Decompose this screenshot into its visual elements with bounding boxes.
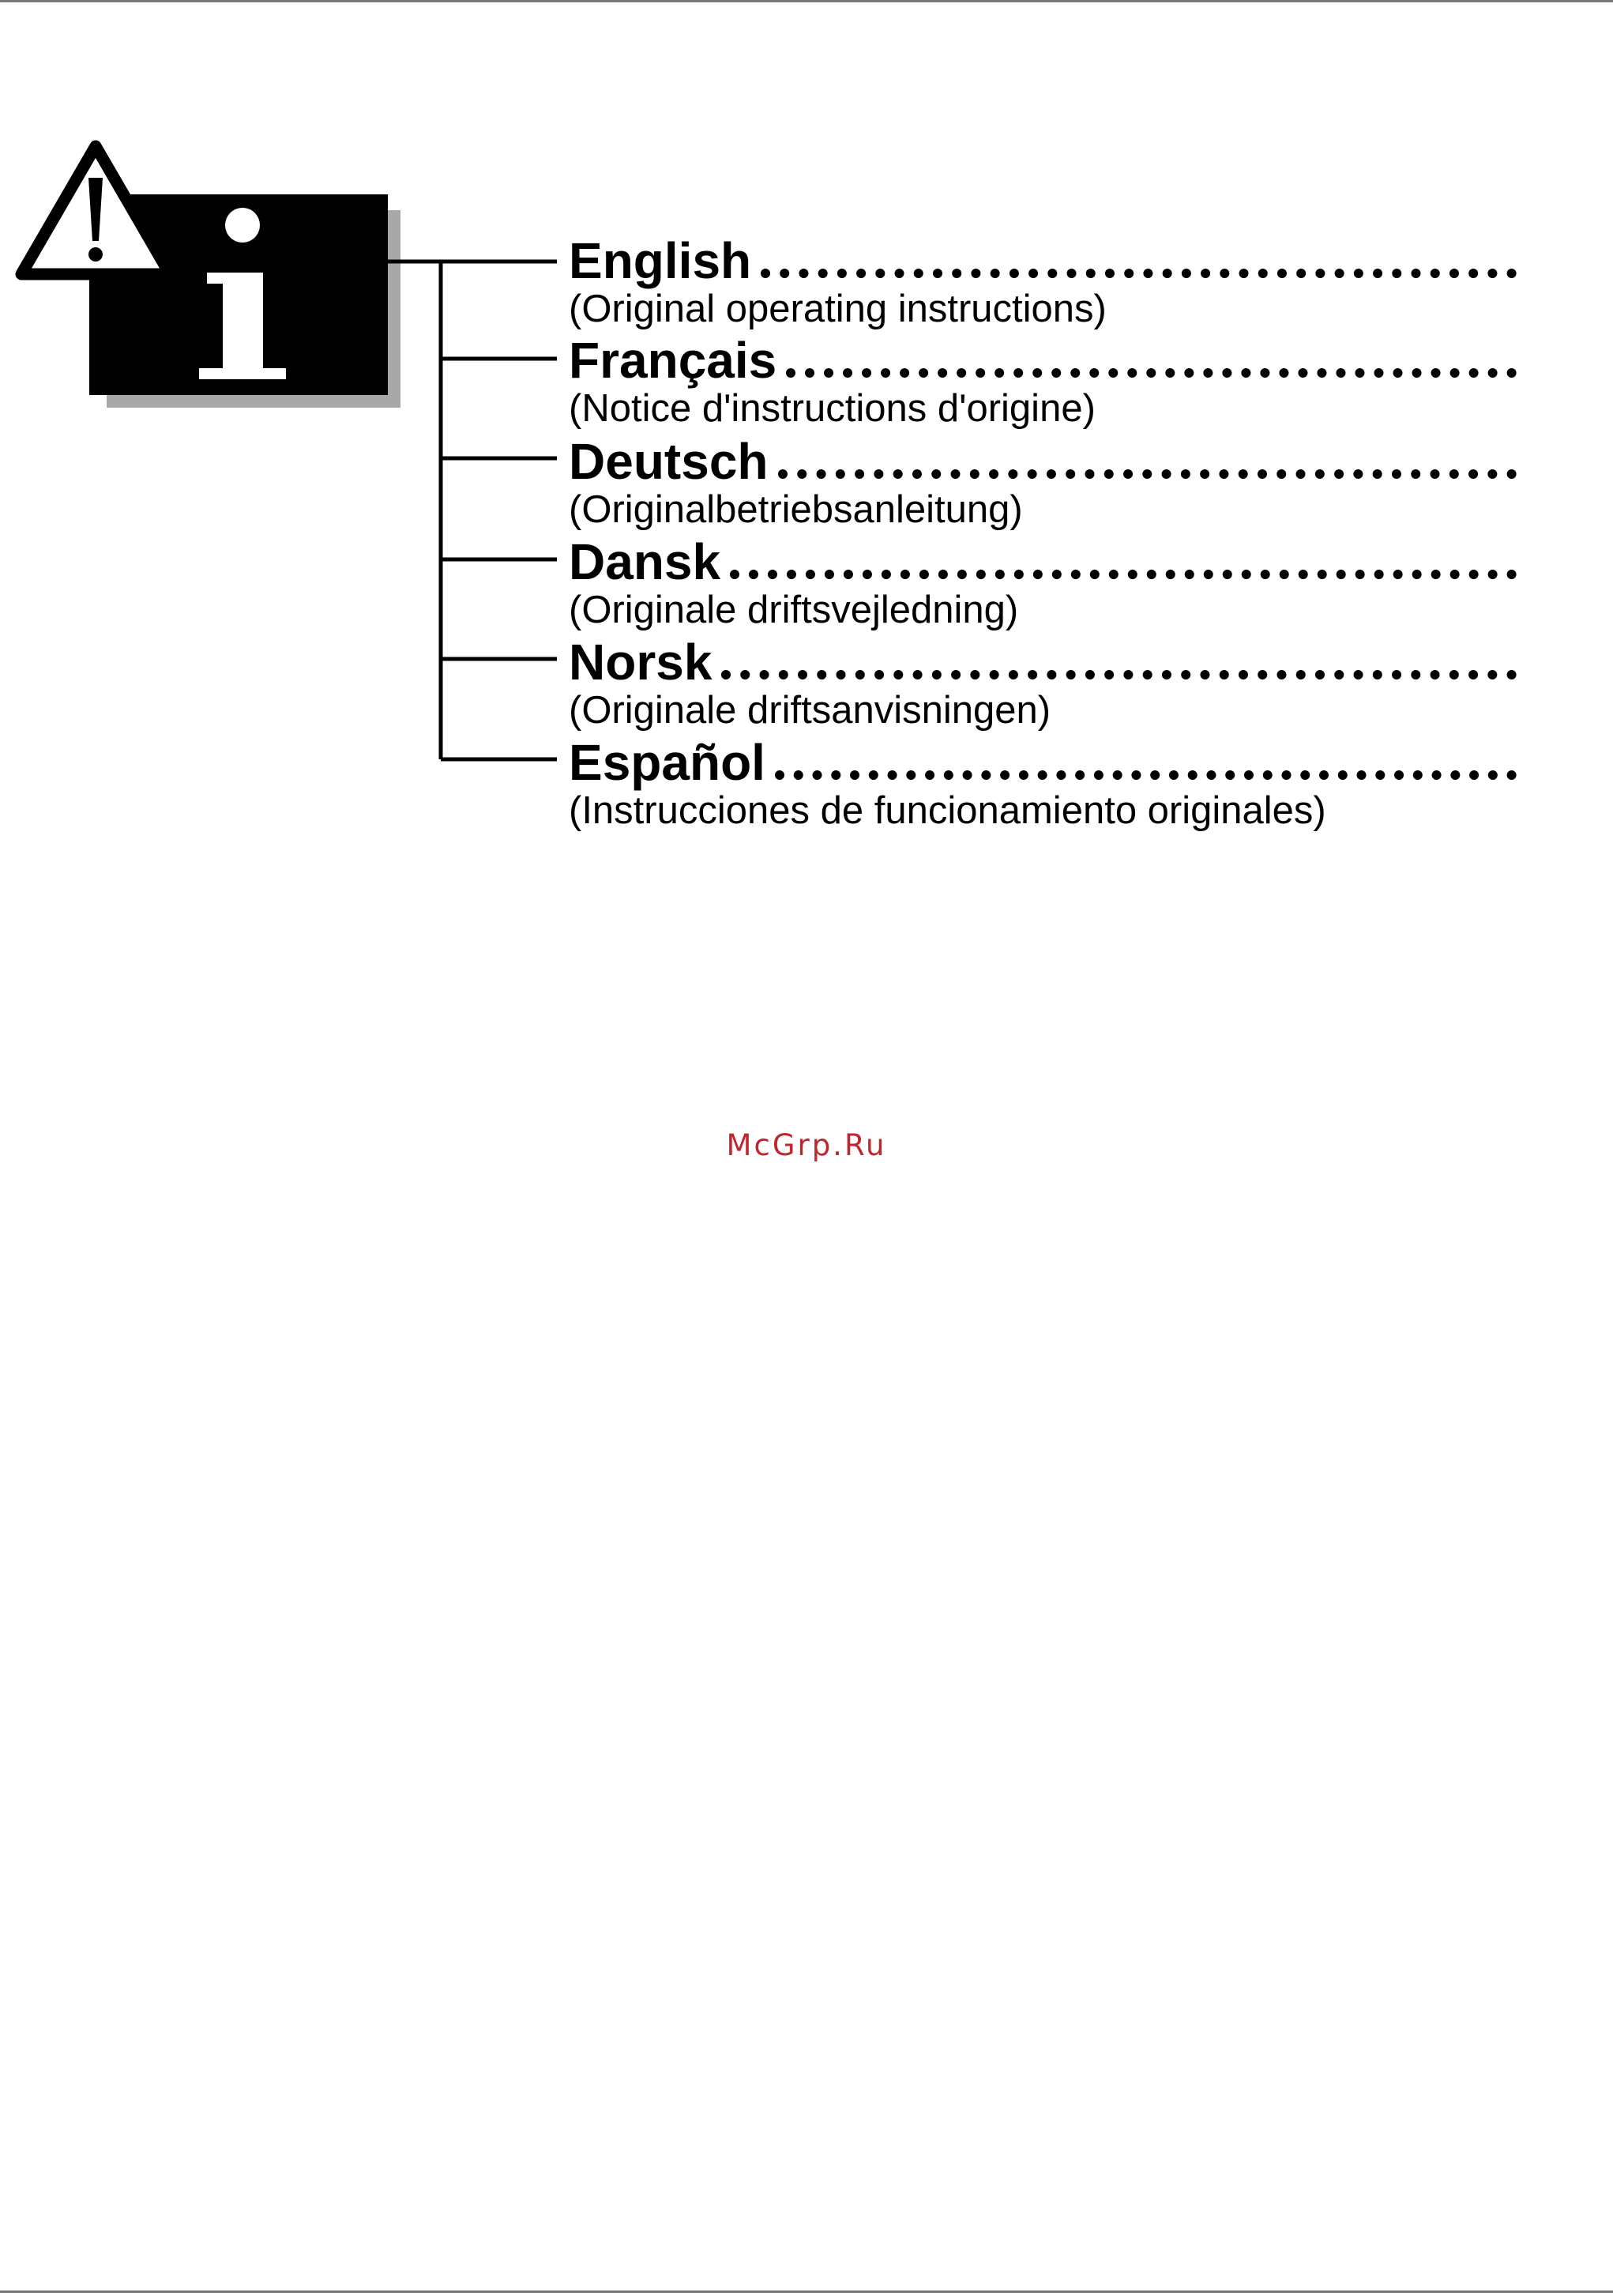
dot-leader bbox=[775, 770, 1517, 780]
language-entry-english[interactable] bbox=[569, 231, 1517, 330]
language-subtitle: (Instrucciones de funcionamiento originales) bbox=[569, 789, 1326, 832]
language-entry-dansk[interactable] bbox=[569, 532, 1517, 631]
dot-leader bbox=[786, 368, 1517, 378]
language-subtitle: (Originalbetriebsanleitung) bbox=[569, 488, 1023, 531]
dot-leader bbox=[730, 570, 1517, 579]
language-entry-francais[interactable] bbox=[569, 330, 1517, 430]
language-subtitle: (Originale driftsanvisningen) bbox=[569, 689, 1051, 732]
language-entry-deutsch[interactable] bbox=[569, 431, 1517, 531]
dot-leader bbox=[761, 269, 1517, 278]
language-name: Dansk bbox=[569, 533, 721, 590]
connector-lines bbox=[388, 262, 557, 759]
language-entry-espanol[interactable] bbox=[569, 732, 1517, 832]
info-dot bbox=[225, 208, 260, 243]
dot-leader bbox=[721, 670, 1517, 679]
info-symbol bbox=[0, 0, 600, 790]
language-subtitle: (Notice d'instructions d'origine) bbox=[569, 387, 1096, 430]
language-subtitle: (Originale driftsvejledning) bbox=[569, 589, 1019, 631]
language-subtitle: (Original operating instructions) bbox=[569, 288, 1107, 330]
watermark: McGrp.Ru bbox=[726, 1128, 887, 1162]
bottom-border bbox=[0, 2290, 1613, 2293]
language-name: Français bbox=[569, 332, 777, 389]
language-name: Español bbox=[569, 734, 765, 791]
exclamation-dot bbox=[88, 247, 103, 262]
language-name: Deutsch bbox=[569, 433, 769, 490]
dot-leader bbox=[778, 469, 1517, 479]
language-name: English bbox=[569, 232, 752, 289]
language-name: Norsk bbox=[569, 634, 713, 691]
language-entry-norsk[interactable] bbox=[569, 632, 1517, 732]
